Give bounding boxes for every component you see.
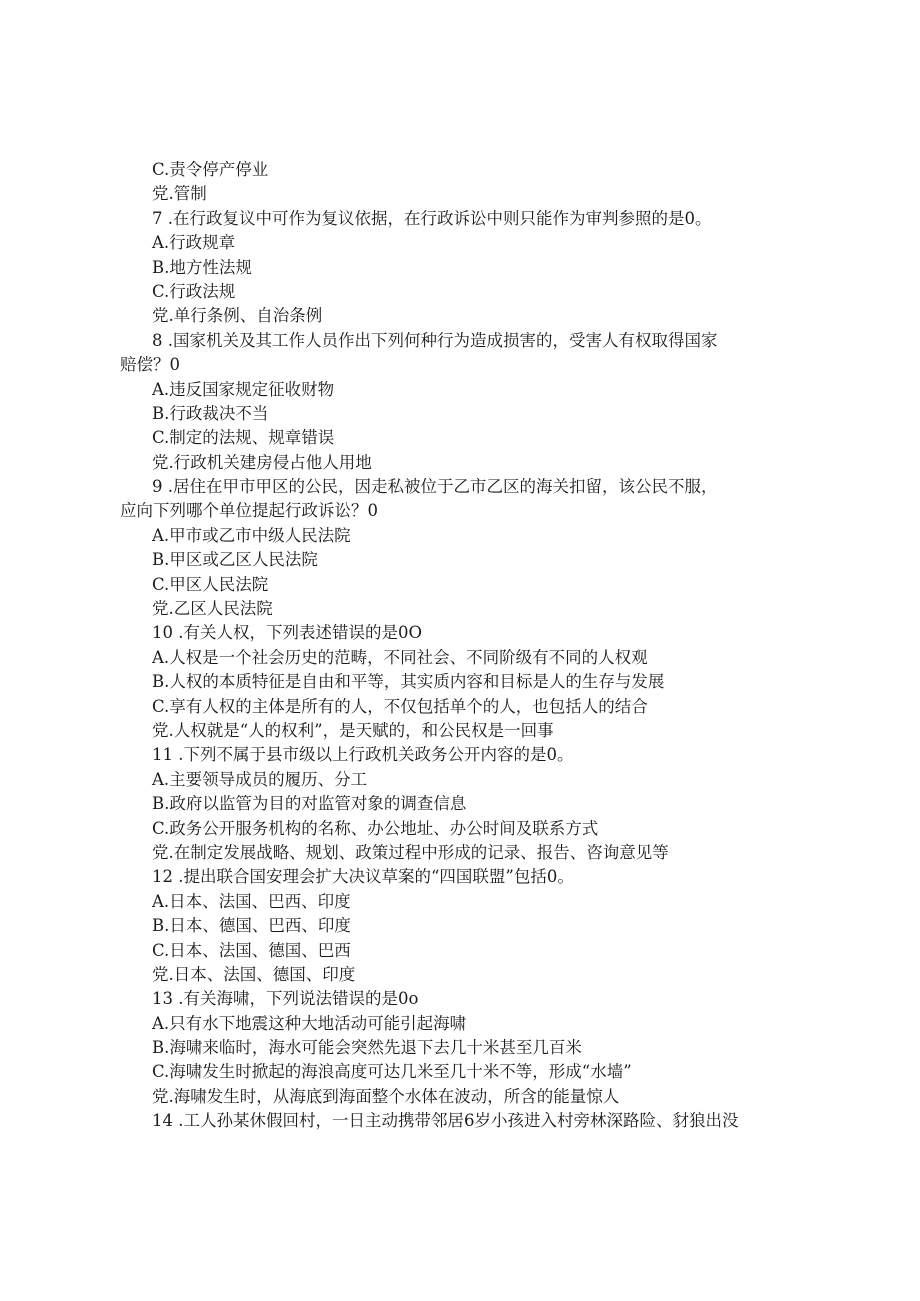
text-line: B.甲区或乙区人民法院: [152, 550, 318, 570]
text-line: A.只有水下地震这种大地活动可能引起海啸: [152, 1013, 467, 1033]
document-body: [120, 158, 820, 1134]
text-line: 赔偿？0: [120, 355, 180, 375]
text-line: B.政府以监管为目的对监管对象的调查信息: [152, 794, 467, 814]
text-line: 12 .提出联合国安理会扩大决议草案的“四国联盟”包括0。: [152, 867, 574, 887]
text-line: B.人权的本质特征是自由和平等，其实质内容和目标是人的生存与发展: [152, 672, 665, 692]
text-line: 7 .在行政复议中可作为复议依据，在行政诉讼中则只能作为审判参照的是0。: [152, 208, 712, 228]
text-line: C.责令停产停业: [152, 160, 269, 179]
text-line: 10 .有关人权，下列表述错误的是0O: [152, 623, 423, 643]
text-line: 8 .国家机关及其工作人员作出下列何种行为造成损害的，受害人有权取得国家: [152, 330, 718, 350]
text-line: 13 .有关海啸，下列说法错误的是0o: [152, 989, 419, 1009]
text-line: B.行政裁决不当: [152, 403, 269, 423]
text-line: 14 .工人孙某休假回村，一日主动携带邻居6岁小孩进入村旁林深路险、豺狼出没: [152, 1111, 739, 1131]
text-line: C.行政法规: [152, 281, 236, 301]
text-line: B.海啸来临时，海水可能会突然先退下去几十米甚至几百米: [152, 1038, 582, 1058]
text-line: C.海啸发生时掀起的海浪高度可达几米至几十米不等，形成“水墙”: [152, 1062, 632, 1082]
text-line: C.甲区人民法院: [152, 574, 269, 594]
text-line: A.行政规章: [152, 233, 236, 253]
text-line: C.制定的法规、规章错误: [152, 428, 335, 448]
text-line: C.日本、法国、德国、巴西: [152, 940, 351, 960]
text-line: 党.海啸发生时，从海底到海面整个水体在波动，所含的能量惊人: [152, 1086, 620, 1106]
text-line: A.人权是一个社会历史的范畴，不同社会、不同阶级有不同的人权观: [152, 647, 648, 667]
text-line: 党.乙区人民法院: [152, 599, 273, 619]
text-line: A.甲市或乙市中级人民法院: [152, 525, 351, 545]
text-line: C.政务公开服务机构的名称、办公地址、办公时间及联系方式: [152, 818, 599, 838]
text-line: 党.日本、法国、德国、印度: [152, 964, 356, 984]
text-line: C.享有人权的主体是所有的人，不仅包括单个的人，也包括人的结合: [152, 696, 648, 716]
text-line: B.地方性法规: [152, 257, 252, 277]
text-line: 党.行政机关建房侵占他人用地: [152, 452, 372, 472]
text-line: 党.管制: [152, 184, 207, 204]
text-line: 11 .下列不属于县市级以上行政机关政务公开内容的是0。: [152, 745, 574, 765]
text-line: 党.在制定发展战略、规划、政策过程中形成的记录、报告、咨询意见等: [152, 842, 669, 862]
text-line: 党.单行条例、自治条例: [152, 306, 323, 326]
text-line: A.违反国家规定征收财物: [152, 379, 335, 399]
text-line: 党.人权就是“人的权利”，是天赋的，和公民权是一回事: [152, 720, 554, 740]
text-line: B.日本、德国、巴西、印度: [152, 916, 351, 936]
text-line: A.主要领导成员的履历、分工: [152, 769, 368, 789]
text-line: 应向下列哪个单位提起行政诉讼？0: [120, 501, 378, 521]
text-line: A.日本、法国、巴西、印度: [152, 891, 351, 911]
text-line: 9 .居住在甲市甲区的公民，因走私被位于乙市乙区的海关扣留，该公民不服，: [152, 477, 718, 497]
